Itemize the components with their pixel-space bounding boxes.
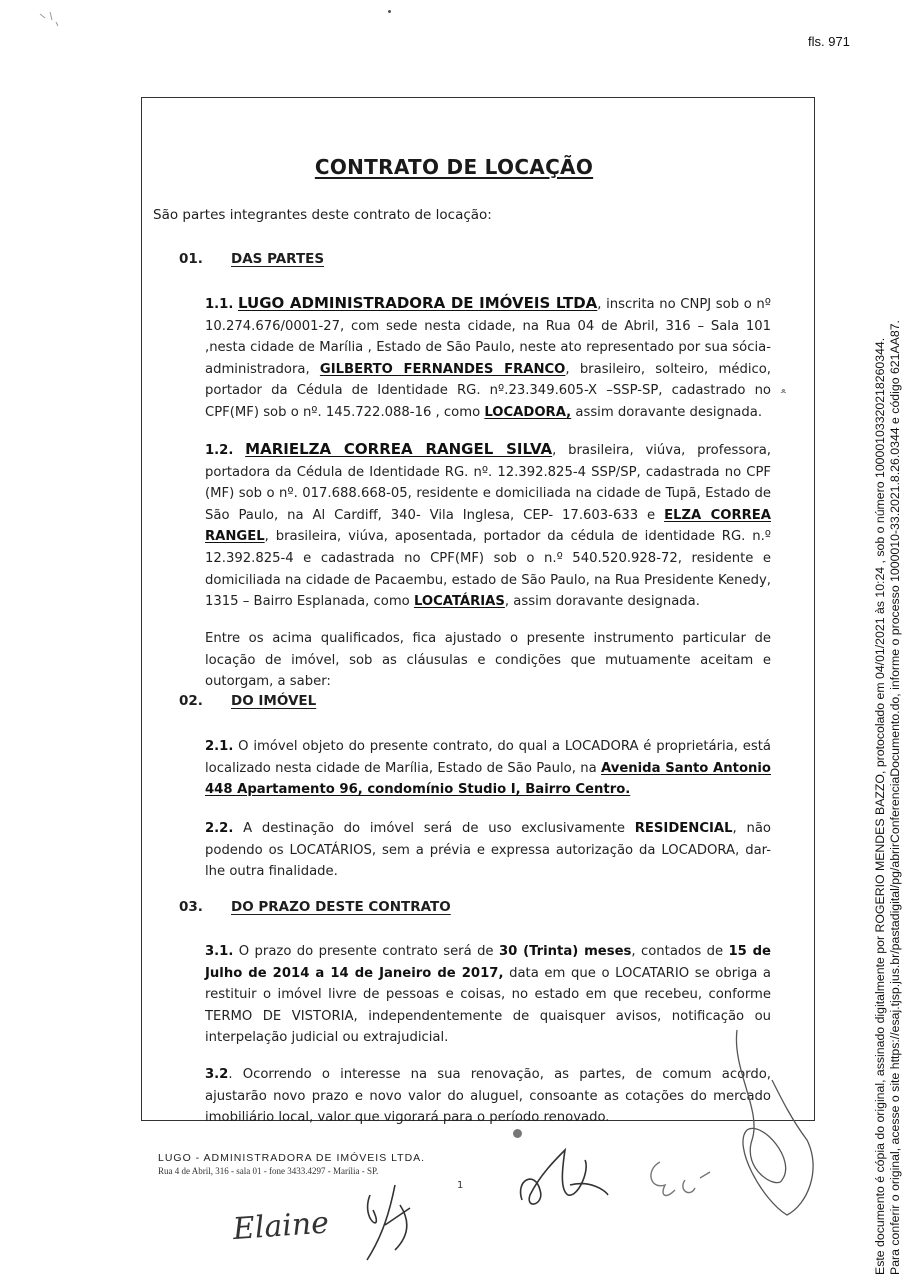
clause-2-1: 2.1. O imóvel objeto do presente contrato, do qual a LOCADORA é proprietária, está localizado nesta cidade de Marília, Estado de São Paulo, na Avenida Santo Antonio 448 Apartamento 96, condomínio Studio I, Bairro Centro. (205, 739, 771, 798)
footer-company: LUGO - ADMINISTRADORA DE IMÓVEIS LTDA. (158, 1152, 426, 1164)
clause-1-3: Entre os acima qualificados, fica ajustado o presente instrumento particular de locação de imóvel, sob as cláusulas e condições que mutuamente aceitam e outorgam, a saber: (205, 631, 771, 690)
clause-1-2: 1.2. MARIELZA CORREA RANGEL SILVA, brasileira, viúva, professora, portadora da Cédula de Identidade RG. nº. 12.392.825-4 SSP/SP, cadastrada no CPF (MF) sob o nº. 017.688.668-05, residente e domiciliada na cidade de Tupã, Estado de São Paulo, na Al Cardiff, 340- Vila Inglesa, CEP- 17.603-633 e ELZA CORREA RANGEL, brasileira, viúva, aposentada, portador da cédula de identidade RG. n.º 12.392.825-4 e cadastrada no CPF(MF) sob o n.º 540.520.928-72, residente e domiciliada na cidade de Pacaembu, estado de São Paulo, na Rua Presidente Kenedy, 1315 – Bairro Esplanada, como LOCATÁRIAS, assim doravante designada. (205, 440, 771, 610)
clause-3-1: 3.1. O prazo do presente contrato será de 30 (Trinta) meses, contados de 15 de Julho de 2014 a 14 de Janeiro de 2017, data em que o LOCATARIO se obriga a restituir o imóvel livre de pessoas e coisas, no estado em que recebeu, conforme TERMO DE VISTORIA, independentemente de quaisquer avisos, notificação ou interpelação judicial ou extrajudicial. (205, 944, 772, 1046)
clause-3-2: 3.2. Ocorrendo o interesse na sua renovação, as partes, de comum acordo, ajustarão novo prazo e novo valor do aluguel, consoante as cotações do mercado imobiliário local, valor que vigorará para o período renovado. (205, 1067, 771, 1126)
svg-text:Elaine: Elaine (231, 1205, 331, 1248)
clause-1-1: 1.1. LUGO ADMINISTRADORA DE IMÓVEIS LTDA, inscrita no CNPJ sob o nº 10.274.676/0001-27, com sede nesta cidade, na Rua 04 de Abril, 316 – Sala 101 ,nesta cidade de Marília , Estado de São Paulo, neste ato representado por sua sócia-administradora, GILBERTO FERNANDES FRANCO, brasileiro, solteiro, médico, portador da Cédula de Identidade RG. nº.23.349.605-X –SSP-SP, cadastrado no CPF(MF) sob o nº. 145.722.088-16 , como LOCADORA, assim doravante designada. (205, 294, 771, 420)
intro-text: São partes integrantes deste contrato de locação: (153, 207, 492, 223)
clause-2-2: 2.2. A destinação do imóvel será de uso exclusivamente RESIDENCIAL, não podendo os LOCATÁRIOS, sem a prévia e expressa autorização da LOCADORA, dar-lhe outra finalidade. (205, 821, 771, 880)
ink-dot (513, 1129, 522, 1138)
signature-initials-1 (355, 1180, 425, 1265)
section-02: 02. DO IMÓVEL (179, 693, 317, 709)
scan-mark (36, 8, 66, 32)
stray-mark: ﻌ (781, 385, 786, 396)
signature-2 (510, 1140, 620, 1220)
footer-address: Rua 4 de Abril, 316 - sala 01 - fone 3433.4297 - Marília - SP. (158, 1166, 379, 1176)
signature-3 (640, 1150, 720, 1210)
page-number-footer: 1 (457, 1180, 464, 1191)
section-01: 01. DAS PARTES (179, 251, 325, 267)
signature-large-loop (722, 1020, 832, 1220)
section-03: 03. DO PRAZO DESTE CONTRATO (179, 899, 451, 915)
document-title: CONTRATO DE LOCAÇÃO (314, 155, 594, 179)
page-number: fls. 971 (808, 34, 850, 49)
signature-elaine (228, 1188, 338, 1258)
scan-dot (388, 10, 391, 13)
digital-signature-stamp: Este documento é cópia do original, assinado digitalmente por ROGERIO MENDES BAZZO, protocolado em 04/01/2021 às 10:24 , sob o número 10000103320218260344. Para conferir o original, acesse o site https://esaj.tjsp.jus.br/pastadigital/pg/abrirConferenciaDocumento.do, informe o processo 1000010-33.2021.8.26.0344 e código 621AA87. (873, 320, 902, 1275)
